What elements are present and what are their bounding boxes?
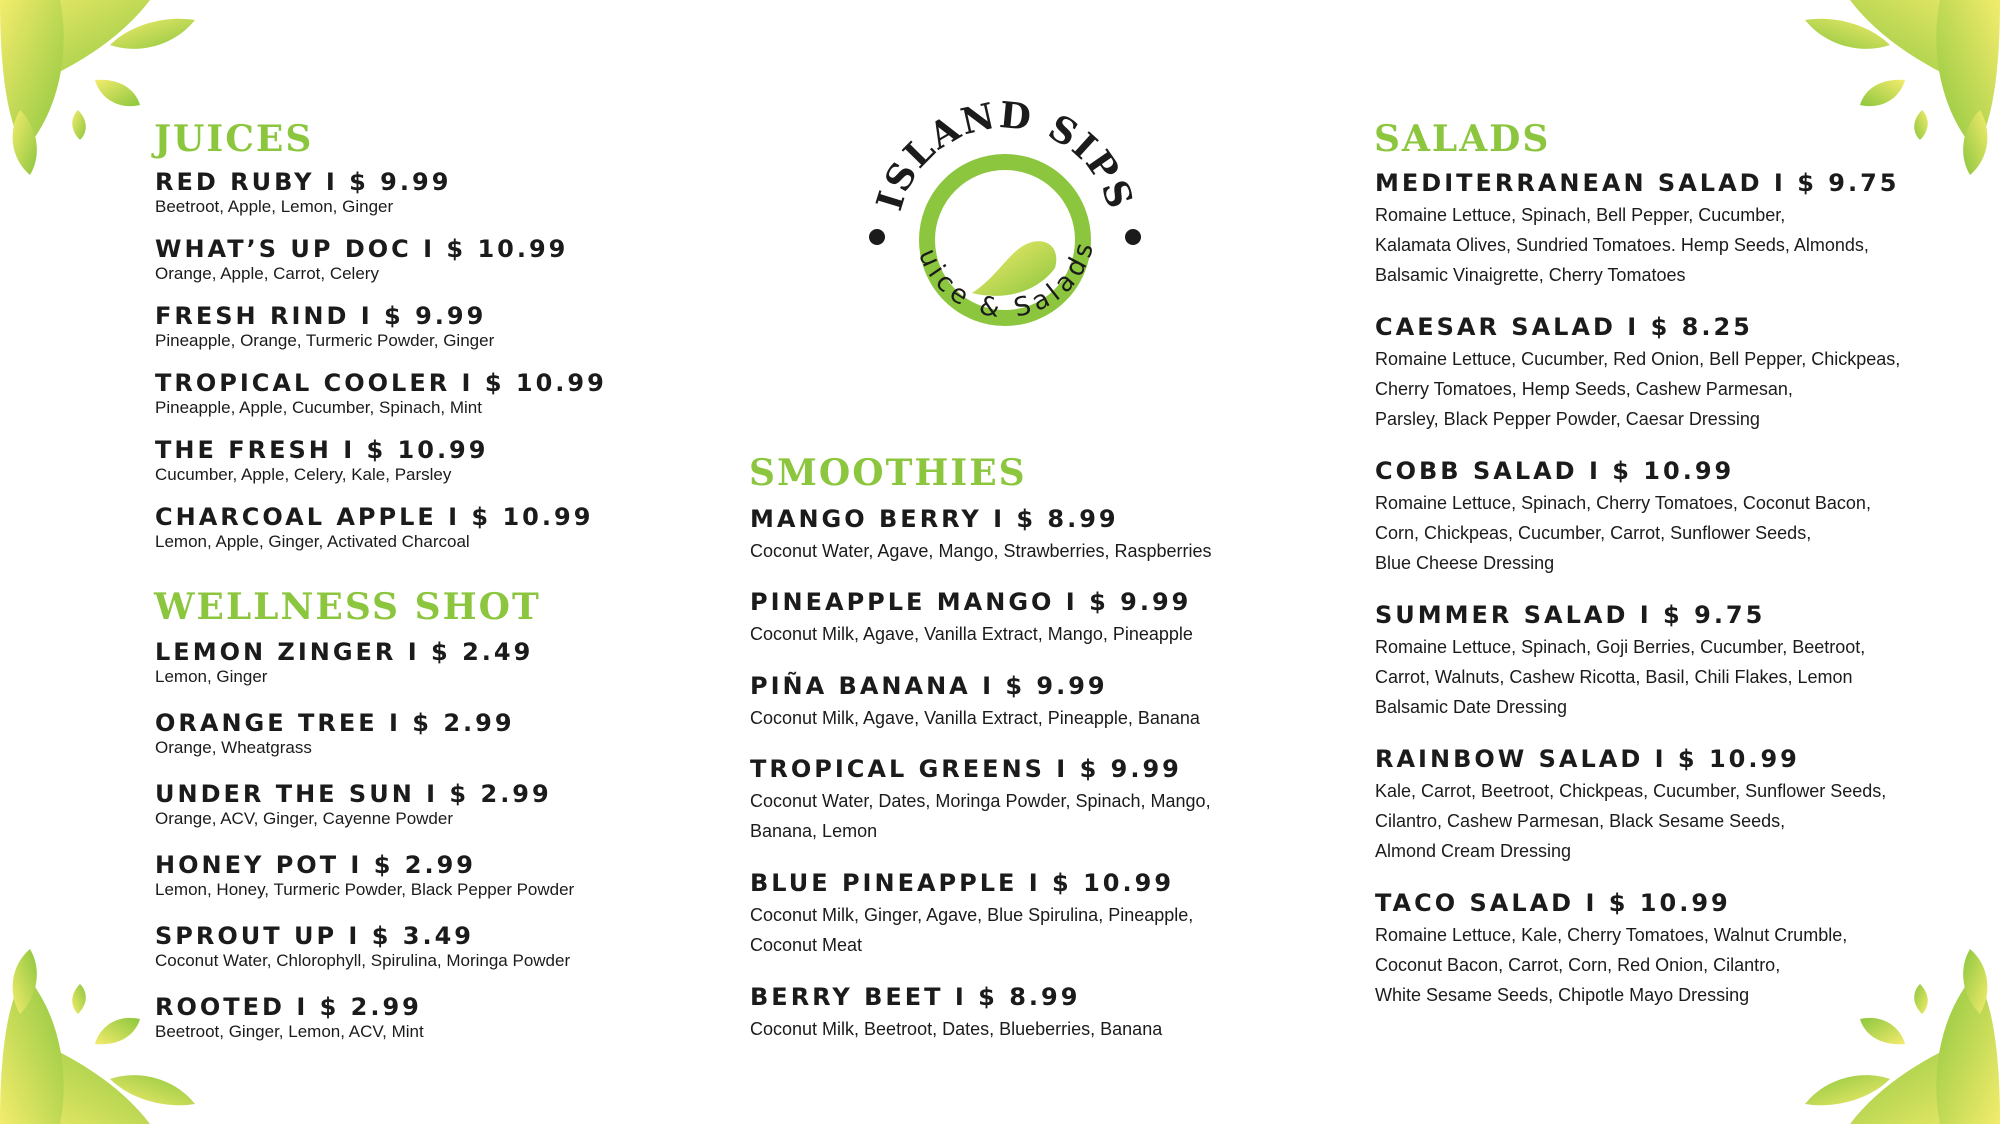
item-description: Coconut Milk, Agave, Vanilla Extract, Pineapple, Banana <box>750 708 1200 728</box>
item-description: Romaine Lettuce, Spinach, Cherry Tomatoes, Coconut Bacon, Corn, Chickpeas, Cucumber, Carrot, Sunflower Seeds, Blue Cheese Dressing <box>1375 493 1871 573</box>
item-description: Beetroot, Apple, Lemon, Ginger <box>155 197 394 216</box>
item-title: PIÑA BANANA I $ 9.99 <box>750 672 1108 700</box>
item-title: ORANGE TREE I $ 2.99 <box>155 709 515 737</box>
item-title: CHARCOAL APPLE I $ 10.99 <box>155 503 594 531</box>
item-title: MANGO BERRY I $ 8.99 <box>750 505 1119 533</box>
item-title: SUMMER SALAD I $ 9.75 <box>1375 601 1766 629</box>
menu-item <box>750 755 1211 846</box>
menu-item <box>155 168 451 217</box>
menu-item <box>155 851 574 900</box>
menu-item <box>155 503 593 552</box>
item-title: PINEAPPLE MANGO I $ 9.99 <box>750 588 1192 616</box>
menu-item <box>1375 457 1871 578</box>
item-description: Orange, Apple, Carrot, Celery <box>155 264 379 283</box>
item-description: Lemon, Honey, Turmeric Powder, Black Pepper Powder <box>155 880 575 899</box>
menu-item <box>1375 889 1847 1010</box>
item-description: Cucumber, Apple, Celery, Kale, Parsley <box>155 465 452 484</box>
menu-item <box>750 588 1193 649</box>
menu-item <box>155 709 515 758</box>
menu-item <box>750 505 1212 566</box>
brand-tagline: uice & Salads <box>911 235 1102 325</box>
section-title-wellness-shot: WELLNESS SHOT <box>154 586 541 628</box>
item-title: SPROUT UP I $ 3.49 <box>155 922 474 950</box>
item-description: Pineapple, Apple, Cucumber, Spinach, Mint <box>155 398 482 417</box>
item-description: Romaine Lettuce, Spinach, Goji Berries, Cucumber, Beetroot, Carrot, Walnuts, Cashew Ricotta, Basil, Chili Flakes, Lemon Balsamic Date Dressing <box>1375 637 1866 717</box>
menu-item <box>155 436 488 485</box>
item-title: UNDER THE SUN I $ 2.99 <box>155 780 552 808</box>
section-title-juices: JUICES <box>154 118 314 160</box>
item-title: LEMON ZINGER I $ 2.49 <box>155 638 534 666</box>
item-description: Orange, ACV, Ginger, Cayenne Powder <box>155 809 453 828</box>
item-title: BERRY BEET I $ 8.99 <box>750 983 1081 1011</box>
item-description: Romaine Lettuce, Spinach, Bell Pepper, Cucumber, Kalamata Olives, Sundried Tomatoes. Hemp Seeds, Almonds, Balsamic Vinaigrette, Cherry Tomatoes <box>1375 205 1869 285</box>
item-title: FRESH RIND I $ 9.99 <box>155 302 487 330</box>
item-description: Beetroot, Ginger, Lemon, ACV, Mint <box>155 1022 424 1041</box>
item-description: Kale, Carrot, Beetroot, Chickpeas, Cucumber, Sunflower Seeds, Cilantro, Cashew Parmesan, Black Sesame Seeds, Almond Cream Dressing <box>1375 781 1887 861</box>
item-title: HONEY POT I $ 2.99 <box>155 851 476 879</box>
item-description: Romaine Lettuce, Kale, Cherry Tomatoes, Walnut Crumble, Coconut Bacon, Carrot, Corn, Red Onion, Cilantro, White Sesame Seeds, Chipotle Mayo Dressing <box>1375 925 1848 1005</box>
item-description: Coconut Milk, Beetroot, Dates, Blueberries, Banana <box>750 1019 1163 1039</box>
item-title: WHAT’S UP DOC I $ 10.99 <box>155 235 569 263</box>
item-title: TROPICAL GREENS I $ 9.99 <box>750 755 1182 783</box>
item-description: Coconut Milk, Ginger, Agave, Blue Spirulina, Pineapple, Coconut Meat <box>750 905 1194 955</box>
menu-item <box>155 302 494 351</box>
menu-item <box>155 235 568 284</box>
item-title: RAINBOW SALAD I $ 10.99 <box>1375 745 1800 773</box>
island-sips-logo <box>860 90 1150 380</box>
item-description: Romaine Lettuce, Cucumber, Red Onion, Bell Pepper, Chickpeas, Cherry Tomatoes, Hemp Seeds, Cashew Parmesan, Parsley, Black Pepper Powder, Caesar Dressing <box>1375 349 1901 429</box>
section-title-smoothies: SMOOTHIES <box>749 452 1027 494</box>
item-description: Coconut Milk, Agave, Vanilla Extract, Mango, Pineapple <box>750 624 1193 644</box>
item-title: BLUE PINEAPPLE I $ 10.99 <box>750 869 1175 897</box>
item-title: COBB SALAD I $ 10.99 <box>1375 457 1735 485</box>
item-description: Orange, Wheatgrass <box>155 738 312 757</box>
item-title: CAESAR SALAD I $ 8.25 <box>1375 313 1753 341</box>
section-title-salads: SALADS <box>1374 118 1551 160</box>
item-description: Coconut Water, Chlorophyll, Spirulina, Moringa Powder <box>155 951 571 970</box>
menu-item <box>1375 169 1899 290</box>
logo-dot-left <box>869 229 885 245</box>
item-description: Lemon, Apple, Ginger, Activated Charcoal <box>155 532 470 551</box>
menu-item <box>1375 313 1900 434</box>
menu-item <box>155 993 424 1042</box>
item-description: Pineapple, Orange, Turmeric Powder, Ginger <box>155 331 495 350</box>
item-title: TROPICAL COOLER I $ 10.99 <box>155 369 607 397</box>
item-description: Lemon, Ginger <box>155 667 268 686</box>
item-title: ROOTED I $ 2.99 <box>155 993 422 1021</box>
menu-item <box>750 869 1193 960</box>
item-title: THE FRESH I $ 10.99 <box>155 436 489 464</box>
logo-dot-right <box>1125 229 1141 245</box>
menu-item <box>155 922 570 971</box>
item-description: Coconut Water, Dates, Moringa Powder, Spinach, Mango, Banana, Lemon <box>750 791 1211 841</box>
menu-item <box>155 780 552 829</box>
item-title: MEDITERRANEAN SALAD I $ 9.75 <box>1375 169 1900 197</box>
brand-name: ISLAND SIPS <box>868 94 1142 216</box>
item-description: Coconut Water, Agave, Mango, Strawberries, Raspberries <box>750 541 1212 561</box>
menu-item <box>155 638 533 687</box>
menu-item <box>1375 745 1886 866</box>
menu-item <box>1375 601 1865 722</box>
item-title: RED RUBY I $ 9.99 <box>155 168 452 196</box>
item-title: TACO SALAD I $ 10.99 <box>1375 889 1731 917</box>
menu-item <box>750 672 1200 733</box>
menu-item <box>750 983 1162 1044</box>
menu-item <box>155 369 607 418</box>
